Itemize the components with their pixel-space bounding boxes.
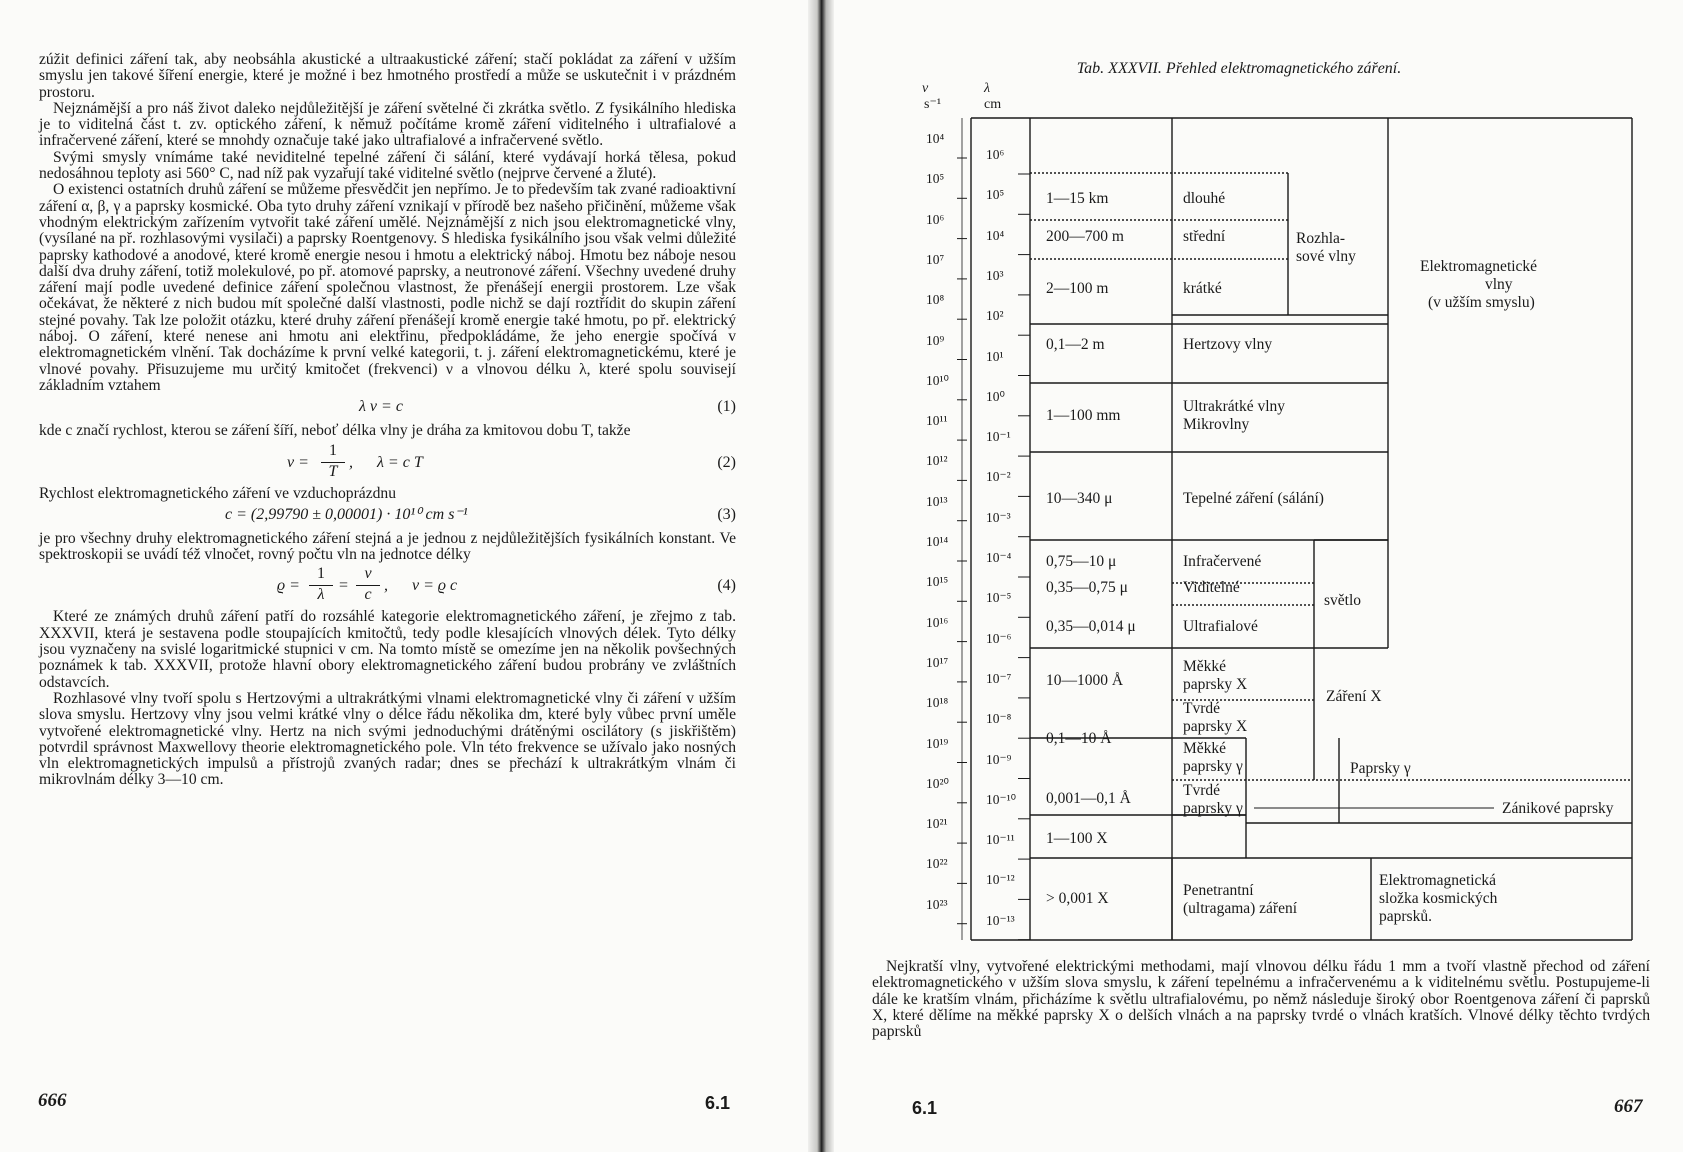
wavelength-tick-label: 10³ [986,267,1004,283]
frequency-tick-label: 10²¹ [926,816,948,832]
wavelength-tick-label: 10⁻¹⁰ [986,791,1017,807]
equation-1 [39,394,736,423]
wavelength-tick-label: 10⁻¹¹ [986,832,1015,848]
wavelength-tick-label: 10⁻¹³ [986,912,1015,928]
wavelength-tick-label: 10⁻¹² [986,872,1015,888]
wavelength-tick-label: 10⁶ [986,147,1005,162]
book-gutter [808,0,834,1152]
equation-rest: , ν = ϱ c [384,577,458,595]
frequency-tick-label: 10⁵ [926,171,945,187]
band-name: Měkké [1183,740,1227,757]
frequency-tick-label: 10¹⁴ [926,534,949,549]
band-group-name: Elektromagnetické [1420,258,1538,275]
range-label: > 0,001 X [1046,890,1109,907]
page-number: 666 [38,1090,67,1111]
band-group-name: Záření X [1326,688,1382,705]
equation-number: (3) [717,505,736,523]
frequency-tick-label: 10¹³ [926,493,948,509]
fraction-denominator: c [364,586,372,604]
band-name: Hertzovy vlny [1183,336,1273,353]
wavelength-tick-label: 10⁻⁷ [986,670,1012,686]
equation-2 [39,440,736,486]
equation-number: (2) [717,453,736,471]
wavelength-tick-label: 10⁻⁵ [986,590,1012,606]
frequency-tick-label: 10¹⁹ [926,735,949,751]
equation-equals: = [339,577,349,595]
equation-number: (4) [717,577,736,595]
band-group-name: Zánikové paprsky [1502,800,1614,817]
table-caption: Tab. XXXVII. Přehled elektromagnetického záření. [1076,60,1402,77]
fraction-numerator: ν [364,565,372,583]
section-number: 6.1 [705,1093,731,1113]
paragraph: Nejkratší vlny, vytvořené elektrickými methodami, mají vlnovou délku řádu 1 mm a tvoří vlastně přechod od záření elektromagnetického v užším slova smyslu, k záření tepelnému a infračervenému a k viditelnému světlu. Postupujeme-li dále ke kratším vlnám, přicházíme k světlu ultrafialovému, po němž následuje široký obor Roentgenova záření či paprsků X, které dělíme na měkké paprsky X o delších vlnách a na paprsky tvrdé o vlnách kratších. Vlnové délky těchto tvrdých paprsků [872,958,1650,1041]
frequency-tick-label: 10²⁰ [926,775,949,791]
equation-4 [39,563,736,609]
frequency-tick-label: 10²² [926,856,948,872]
paragraph: Svými smysly vnímáme také neviditelné tepelné záření či sálání, které vydávají horká tělesa, pokud nedosáhnou teploty asi 560° C, nad níž pak vyzařují také viditelné světlo (nejprve červené a žluté). [39,148,736,183]
fraction-denominator: λ [317,586,325,604]
band-name: paprsky X [1183,676,1248,693]
fraction-numerator: 1 [317,565,325,583]
range-label: 0,75—10 μ [1046,553,1117,570]
paragraph: O existenci ostatních druhů záření se můžeme přesvědčit jen nepřímo. Je to především tak zvané radioaktivní záření α, β, γ a paprsky kosmické. Oba tyto druhy záření vznikají v přírodě bez našeho přičinění, můžeme však vhodným elektrickým zařízením vytvořit také záření umělé. Nejznámější z nich jsou elektromagnetické vlny, (vysílané na př. rozhlasovými vysilači) a paprsky Roentgenovy. S hlediska fysikálního jsou však velmi důležité paprsky kathodové a anodové, které kromě energie nesou i hmotu a elektrický náboj. Hmotu bez náboje nesou další dva druhy záření, totiž molekulové, po př. atomové paprsky, a neutronové záření. Všechny uvedené druhy záření mají podle uvedené definice záření společnou vlastnost, že přenášejí energii prostorem. Lze však očekávat, že některé z nich budou mít společné další vlastnosti, podle nichž se dají roztřídit do skupin záření stejné povahy. Tak lze položit otázku, které druhy záření přenášejí kromě energie také hmotu, po př. elektrický náboj. O záření, které nenese ani hmotu ani elektřinu, předpokládáme, že jeho energie spočívá v elektromagnetickém vlnění. Tak docházíme k první velké kategorii, t. j. záření elektromagnetickému, které je vlnové povahy. Přisuzujeme mu určitý kmitočet (frekvenci) ν a vlnovou délku λ, které spolu souvisejí základním vztahem [39,181,736,394]
frequency-tick-label: 10¹¹ [926,413,948,429]
right-page [834,0,1683,1152]
band-name: paprsky γ [1183,758,1243,775]
band-name: Tvrdé [1183,782,1221,799]
column-header-frequency: ν [922,81,929,96]
frequency-tick-label: 10¹² [926,453,948,469]
equation-rest: , λ = c T [349,453,423,471]
paragraph: je pro všechny druhy elektromagnetického záření stejná a je jednou z nejdůležitějších fysikálních konstant. Ve spektroskopii se uvádí též vlnočet, rovný počtu vln na jednotce délky [39,529,736,564]
fraction-numerator: 1 [329,441,337,459]
band-group-name: Rozhla- [1296,230,1346,247]
band-name: Ultrafialové [1183,618,1258,635]
frequency-tick-label: 10⁸ [926,292,945,308]
column-header-wavelength-unit: cm [984,97,1002,112]
range-label: 2—100 m [1046,280,1109,297]
band-name: Viditelné [1183,579,1240,596]
frequency-tick-label: 10²³ [926,896,948,912]
wavelength-tick-label: 10⁴ [986,227,1005,243]
column-header-wavelength: λ [984,81,991,96]
equation-3 [39,502,736,531]
range-label: 0,1—2 m [1046,336,1105,353]
wavelength-tick-label: 10⁰ [986,388,1005,404]
wavelength-tick-label: 10¹ [986,348,1004,364]
band-name: střední [1183,228,1226,245]
range-label: 0,001—0,1 Å [1046,790,1131,807]
band-name: Tepelné záření (sálání) [1183,490,1324,507]
wavelength-tick-label: 10⁻⁸ [986,711,1012,727]
wavelength-tick-label: 10⁻⁹ [986,751,1012,767]
range-label: 1—100 mm [1046,407,1121,424]
band-group-name: sové vlny [1296,248,1356,265]
frequency-tick-label: 10⁶ [926,211,945,227]
equation-number: (1) [717,398,736,416]
fraction-denominator: T [328,462,338,480]
range-label: 10—1000 Å [1046,672,1124,689]
frequency-tick-label: 10⁷ [926,251,945,267]
paragraph: kde c značí rychlost, kterou se záření šíří, neboť délka vlny je dráha za kmitovou dobu T, takže [39,422,631,440]
section-number: 6.1 [912,1098,938,1118]
band-name: paprsky γ [1183,800,1243,817]
band-name: (ultragama) záření [1183,900,1298,917]
frequency-tick-label: 10¹⁵ [926,574,949,590]
band-group-name: světlo [1324,592,1362,609]
band-name: Ultrakrátké vlny [1183,398,1286,415]
wavelength-tick-label: 10⁻⁴ [986,550,1012,565]
range-label: 0,35—0,75 μ [1046,579,1128,596]
frequency-tick-label: 10¹⁶ [926,614,949,630]
frequency-tick-label: 10¹⁰ [926,372,949,388]
band-name: dlouhé [1183,190,1226,207]
paragraph: Které ze známých druhů záření patří do rozsáhlé kategorie elektromagnetického záření, je zřejmo z tab. XXXVII, která je sestavena podle stoupajících kmitočtů, tedy podle klesajících vlnových délek. Tyto délky jsou vyznačeny na svislé logaritmické stupnici v cm. Na tomto místě se omezíme jen na několik povšechných poznámek k tab. XXXVII, protože hlavní obory elektromagnetického záření budou probrány ve zvláštních odstavcích. [39,608,736,691]
range-label: 0,35—0,014 μ [1046,618,1136,635]
band-group-name: Elektromagnetická [1379,872,1497,889]
band-name: Měkké [1183,658,1227,675]
frequency-tick-label: 10¹⁸ [926,695,949,711]
band-name: krátké [1183,280,1222,297]
wavelength-tick-label: 10⁻⁶ [986,630,1012,646]
equation-expression: c = (2,99790 ± 0,00001) · 10¹⁰ cm s⁻¹ [225,505,468,523]
band-name: Penetrantní [1183,882,1254,899]
paragraph: Rozhlasové vlny tvoří spolu s Hertzovými a ultrakrátkými vlnami elektromagnetické vlny či záření v užším slova smyslu. Hertzovy vlny jsou velmi krátké vlny o délce řádu několika dm, které byly vůbec první uměle vytvořené elektromagnetické vlny. Hertz na nich svými jednoduchými drátěnými oscilátory (s jiskřištěm) potvrdil správnost Maxwellovy theorie elektromagnetického pole. Vln této frekvence se užívalo jako nosných vln elektromagnetických impulsů a přístrojů zvaných radar; dnes se přechází k ultrakrátkým vlnám či mikrovlnám délky 3—10 cm. [39,689,736,789]
equation-lhs: ϱ = [277,577,300,595]
column-header-frequency-unit: s⁻¹ [924,97,942,112]
left-page [0,0,808,1152]
page-number: 667 [1614,1096,1643,1117]
equation-expression: λ ν = c [359,398,403,416]
band-name: Tvrdé [1183,700,1221,717]
wavelength-tick-label: 10² [986,308,1004,324]
paragraph: zúžit definici záření tak, aby neobsáhla akustické a ultraakustické záření; stačí pokládat za záření v užším smyslu jen takové šíření energie, které je možné i bez hmotného prostředí a může se uskutečnit i v prázdném prostoru. [39,51,736,101]
range-label: 0,1—10 Å [1046,730,1112,747]
right-text-column [872,959,1650,1040]
frequency-tick-label: 10⁴ [926,131,945,146]
band-group-name: Paprsky γ [1350,760,1411,777]
band-group-name: vlny [1485,276,1513,293]
left-text-column [39,52,736,789]
range-label: 1—100 X [1046,830,1108,847]
equation-lhs: ν = [287,453,309,471]
paragraph: Rychlost elektromagnetického záření ve vzduchoprázdnu [39,484,397,502]
band-group-name: (v užším smyslu) [1428,294,1535,311]
frequency-tick-label: 10¹⁷ [926,654,949,670]
band-name: paprsky X [1183,718,1248,735]
wavelength-tick-label: 10⁻¹ [986,429,1011,445]
band-name: Infračervené [1183,553,1262,570]
wavelength-tick-label: 10⁵ [986,187,1005,203]
band-group-name: složka kosmických [1379,890,1498,907]
paragraph: Nejznámější a pro náš život daleko nejdůležitější je záření světelné či zkrátka světlo. Z fysikálního hlediska je to viditelná část t. zv. optického záření, k němuž počítáme kromě záření viditelného i ultrafialové a infračervené záření, které se mnohdy označuje také jako ultrafialové a infračervené světlo. [39,99,736,150]
range-label: 10—340 μ [1046,490,1113,507]
band-group-name: paprsků. [1379,908,1432,925]
range-label: 200—700 m [1046,228,1124,245]
wavelength-tick-label: 10⁻³ [986,509,1011,525]
band-name: Mikrovlny [1183,416,1250,433]
frequency-tick-label: 10⁹ [926,332,945,348]
wavelength-tick-label: 10⁻² [986,469,1011,485]
range-label: 1—15 km [1046,190,1109,207]
